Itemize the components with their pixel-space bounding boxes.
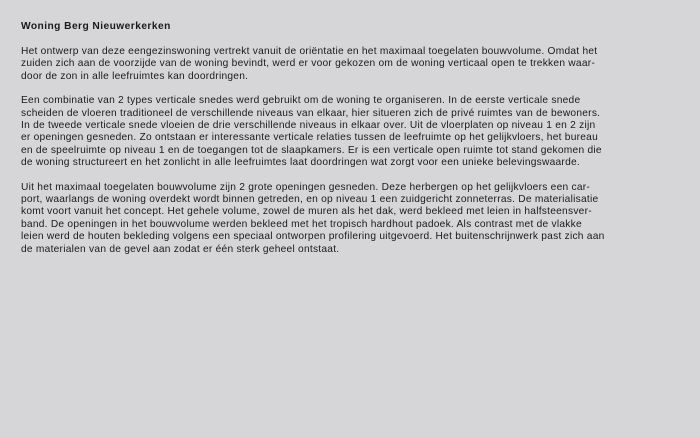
paragraph-line: scheiden de vloeren traditioneel de verschillende niveaus van elkaar, hier situeren zich de privé ruimtes van de bewoners.: [21, 107, 601, 119]
paragraph-line: Een combinatie van 2 types verticale snedes werd gebruikt om de woning te organiseren. In de eerste verticale snede: [21, 95, 581, 107]
paragraph-line: de woning structureert en het zonlicht in alle leefruimtes laat doordringen wat zorgt voor een unieke belevingswaarde.: [21, 157, 580, 169]
paragraph-line: de materialen van de gevel aan zodat er één sterk geheel ontstaat.: [21, 243, 340, 255]
paragraph-line: en de speelruimte op niveau 1 en de toegangen tot de slaapkamers. Er is een verticale open ruimte tot stand gekomen die: [21, 144, 602, 156]
paragraph-line: door de zon in alle leefruimtes kan doordringen.: [21, 70, 249, 82]
paragraph-line: zuiden zich aan de voorzijde van de woning bevindt, werd er voor gekozen om de woning verticaal open te trekken waar-: [21, 58, 596, 70]
paragraph-line: In de tweede verticale snede vloeien de drie verschillende niveaus in elkaar over. Uit de vloerplaten op niveau 1 en 2 zijn: [21, 120, 596, 132]
paragraph-line: komt voort vanuit het concept. Het gehele volume, zowel de muren als het dak, werd bekleed met leien in halfsteensver-: [21, 206, 592, 218]
paragraph-vertical-sections: [21, 95, 687, 169]
paragraph-line: Uit het maximaal toegelaten bouwvolume zijn 2 grote openingen gesneden. Deze herbergen op het gelijkvloers een car-: [21, 181, 591, 193]
paragraph-line: Het ontwerp van deze eengezinswoning vertrekt vanuit de oriëntatie en het maximaal toegelaten bouwvolume. Omdat het: [21, 46, 598, 57]
paragraph-line: port, waarlangs de woning overdekt wordt binnen getreden, en op niveau 1 een zuidgericht zonneterras. De materialisatie: [21, 194, 599, 206]
paragraph-line: band. De openingen in het bouwvolume werden bekleed met het tropisch hardhout padoek. Als contrast met de vlakke: [21, 218, 582, 230]
page-title: Woning Berg Nieuwerkerken: [21, 21, 171, 32]
paragraph-line: leien werd de houten bekleding volgens een speciaal ontworpen profilering uitgevoerd. Het buitenschrijnwerk past zich aan: [21, 231, 605, 243]
paragraph-line: er openingen gesneden. Zo ontstaan er interessante verticale relaties tussen de leefruimte op het gelijkvloers, het bureau: [21, 132, 598, 144]
paragraph-orientation: [21, 46, 687, 83]
paragraph-materialisation: [21, 182, 687, 256]
